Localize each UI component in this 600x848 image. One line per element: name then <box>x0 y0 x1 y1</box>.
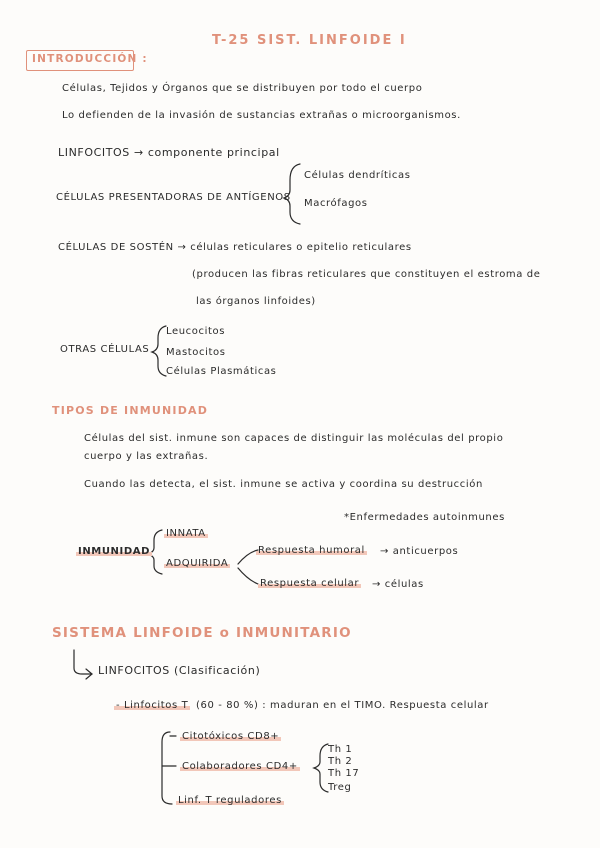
humoral-result: → anticuerpos <box>380 546 459 557</box>
sistema-heading: SISTEMA LINFOIDE o INMUNITARIO <box>52 625 352 641</box>
innata-label: INNATA <box>166 528 206 539</box>
intro-heading: INTRODUCCIÓN : <box>32 53 148 65</box>
cpa-label: CÉLULAS PRESENTADORAS DE ANTÍGENOS <box>56 192 291 203</box>
inmunidad-label: INMUNIDAD <box>78 546 150 557</box>
intro-line-2: Lo defienden de la invasión de sustancias extrañas o microorganismos. <box>62 110 461 121</box>
page-title: T-25 SIST. LINFOIDE I <box>212 33 407 48</box>
adquirida-label: ADQUIRIDA <box>166 558 229 569</box>
tipos-line-2: cuerpo y las extrañas. <box>84 451 209 462</box>
sosten-line: CÉLULAS DE SOSTÉN → células reticulares o epitelio reticulares <box>58 242 412 253</box>
otras-item-leucocitos: Leucocitos <box>166 326 226 337</box>
treg: Treg <box>328 782 352 793</box>
linfocitos-t-desc: (60 - 80 %) : maduran en el TIMO. Respuesta celular <box>196 700 489 711</box>
celular-result: → células <box>372 579 424 590</box>
sosten-note-1: (producen las fibras reticulares que constituyen el estroma de <box>192 269 541 280</box>
linfocitos-line: LINFOCITOS → componente principal <box>58 146 280 159</box>
cpa-item-macrofagos: Macrófagos <box>304 198 368 209</box>
sosten-note-2: las órganos linfoides) <box>196 296 316 307</box>
otras-label: OTRAS CÉLULAS <box>60 344 150 355</box>
celular-label: Respuesta celular <box>260 578 360 589</box>
tipos-heading: TIPOS DE INMUNIDAD <box>52 404 209 417</box>
th-2: Th 2 <box>328 756 353 767</box>
subtype-colaboradores: Colaboradores CD4+ <box>182 761 298 772</box>
otras-item-plasmaticas: Células Plasmáticas <box>166 366 277 377</box>
th-17: Th 17 <box>328 768 360 779</box>
autoinmunes-note: *Enfermedades autoinmunes <box>344 512 505 523</box>
tipos-line-1: Células del sist. inmune son capaces de distinguir las moléculas del propio <box>84 433 504 444</box>
subtype-reguladores: Linf. T reguladores <box>178 795 282 806</box>
tipos-line-3: Cuando las detecta, el sist. inmune se activa y coordina su destrucción <box>84 479 483 490</box>
linfocitos-clasificacion: LINFOCITOS (Clasificación) <box>98 664 261 677</box>
linfocitos-t-label: - Linfocitos T <box>116 700 189 711</box>
subtype-citotoxicos: Citotóxicos CD8+ <box>182 731 280 742</box>
otras-item-mastocitos: Mastocitos <box>166 347 226 358</box>
cpa-item-dendriticas: Células dendríticas <box>304 170 411 181</box>
th-1: Th 1 <box>328 744 353 755</box>
intro-line-1: Células, Tejidos y Órganos que se distribuyen por todo el cuerpo <box>62 83 423 94</box>
humoral-label: Respuesta humoral <box>258 545 365 556</box>
